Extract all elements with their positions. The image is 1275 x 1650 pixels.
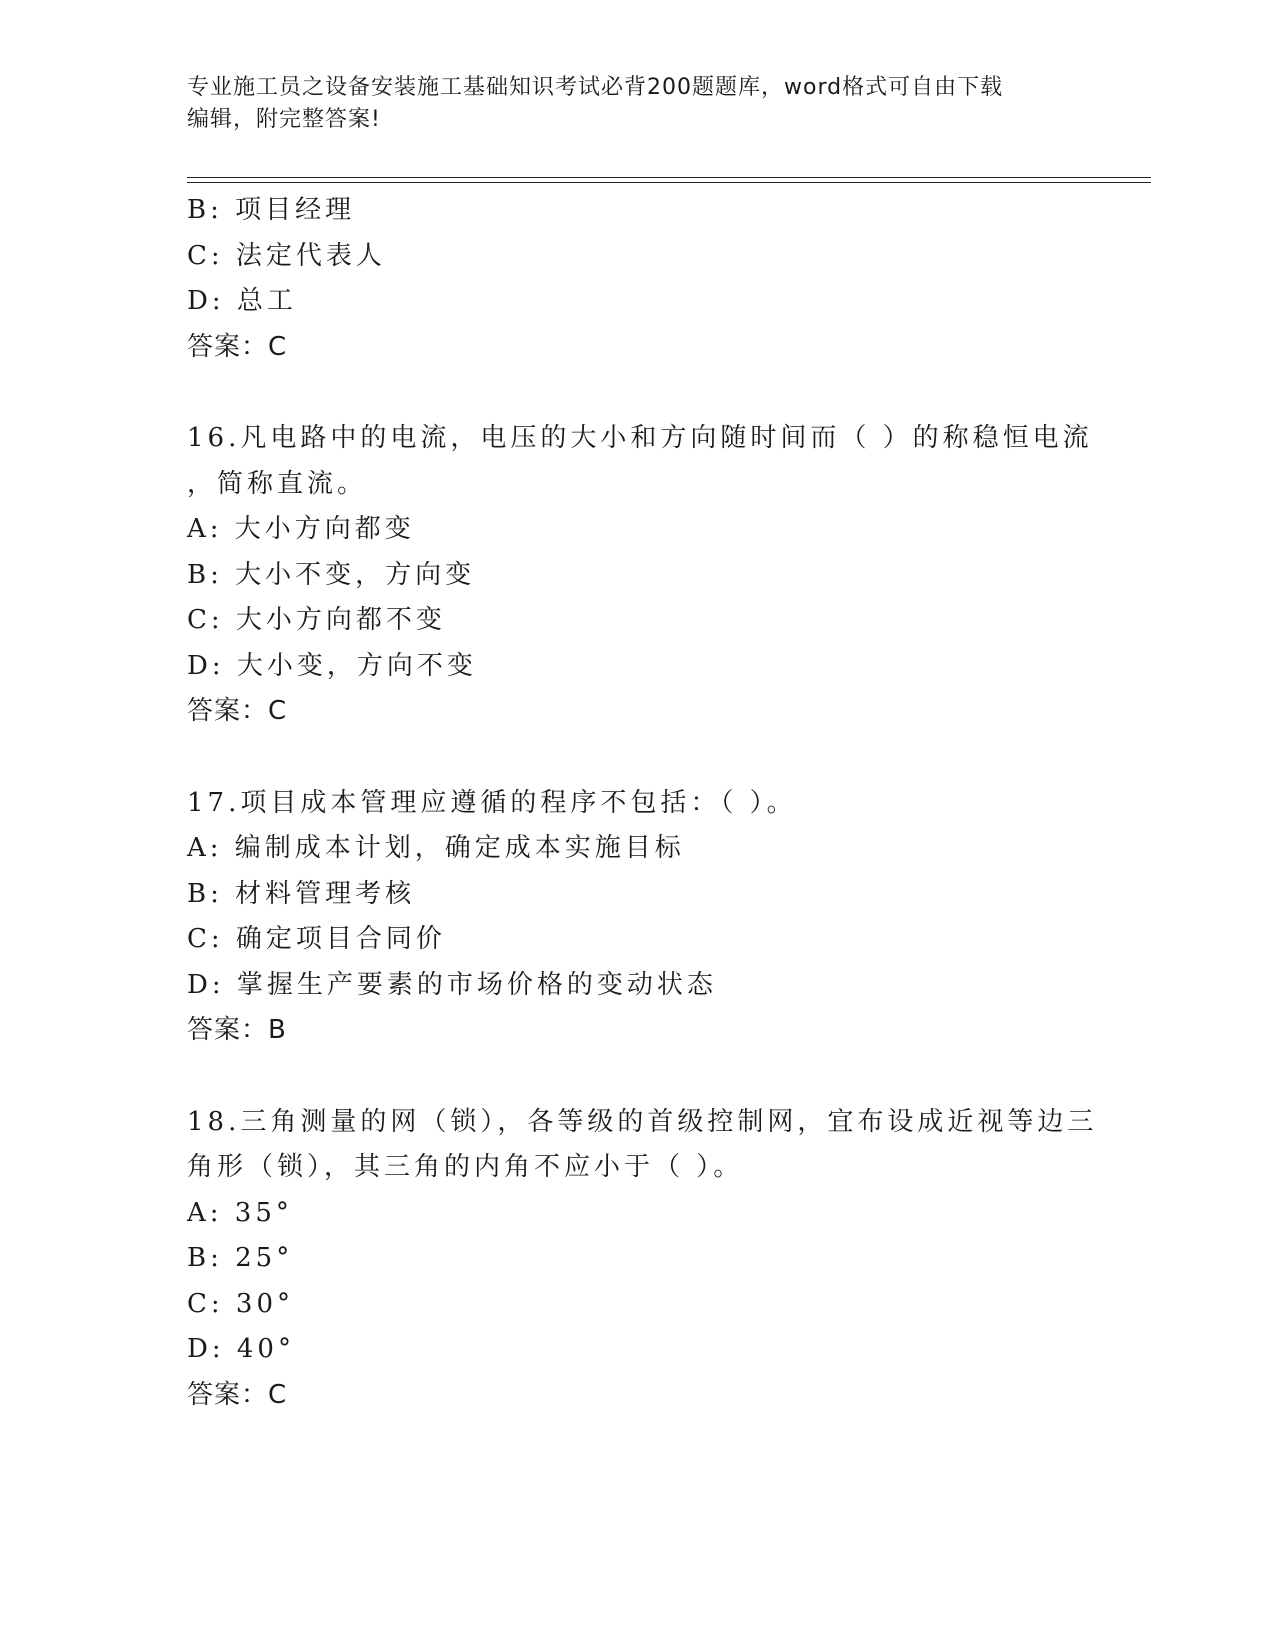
- page-header: [187, 72, 1067, 136]
- question-15-tail: [187, 188, 1087, 370]
- question-spacer: [187, 735, 1087, 781]
- question-18: [187, 1100, 1098, 1419]
- option-d: D: 40°: [187, 1334, 295, 1364]
- option-b: B: 材料管理考核: [187, 878, 416, 909]
- option-a: A: 编制成本计划，确定成本实施目标: [187, 833, 685, 863]
- answer-line: 答案：C: [187, 696, 288, 726]
- question-16: [187, 416, 1093, 735]
- option-b: B: 25°: [187, 1243, 294, 1273]
- option-d: D: 总工: [187, 286, 297, 316]
- question-stem-line-2: 角形（锁），其三角的内角不应小于（ ）。: [187, 1152, 744, 1182]
- question-stem-line-1: 18.三角测量的网（锁），各等级的首级控制网，宜布设成近视等边三: [187, 1106, 1098, 1137]
- question-spacer: [187, 370, 1087, 416]
- option-a: A: 35°: [187, 1197, 293, 1228]
- answer-line: 答案：B: [187, 1015, 287, 1045]
- question-spacer: [187, 1054, 1087, 1100]
- option-a: A: 大小方向都变: [187, 514, 415, 544]
- option-b: B: 项目经理: [187, 195, 356, 225]
- question-list: [187, 188, 1098, 1418]
- header-line-2: 编辑，附完整答案!: [187, 107, 381, 132]
- header-line-1: 专业施工员之设备安装施工基础知识考试必背200题题库，word格式可自由下载: [187, 75, 1004, 100]
- answer-line: 答案：C: [187, 1379, 288, 1410]
- header-divider-bottom: [187, 182, 1151, 183]
- option-c: C: 大小方向都不变: [187, 605, 446, 635]
- answer-line: 答案：C: [187, 331, 288, 362]
- question-17: [187, 781, 1087, 1054]
- option-c: C: 确定项目合同价: [187, 924, 446, 954]
- option-d: D: 掌握生产要素的市场价格的变动状态: [187, 969, 717, 1000]
- header-divider-top: [187, 177, 1151, 178]
- question-stem-line-2: ，简称直流。: [187, 468, 368, 499]
- option-d: D: 大小变，方向不变: [187, 650, 477, 681]
- option-b: B: 大小不变，方向变: [187, 559, 476, 590]
- question-stem-line-1: 16.凡电路中的电流，电压的大小和方向随时间而（ ）的称稳恒电流: [187, 423, 1093, 453]
- option-c: C: 30°: [187, 1288, 295, 1319]
- option-c: C: 法定代表人: [187, 240, 386, 271]
- question-stem-line-1: 17.项目成本管理应遵循的程序不包括：（ ）。: [187, 787, 797, 818]
